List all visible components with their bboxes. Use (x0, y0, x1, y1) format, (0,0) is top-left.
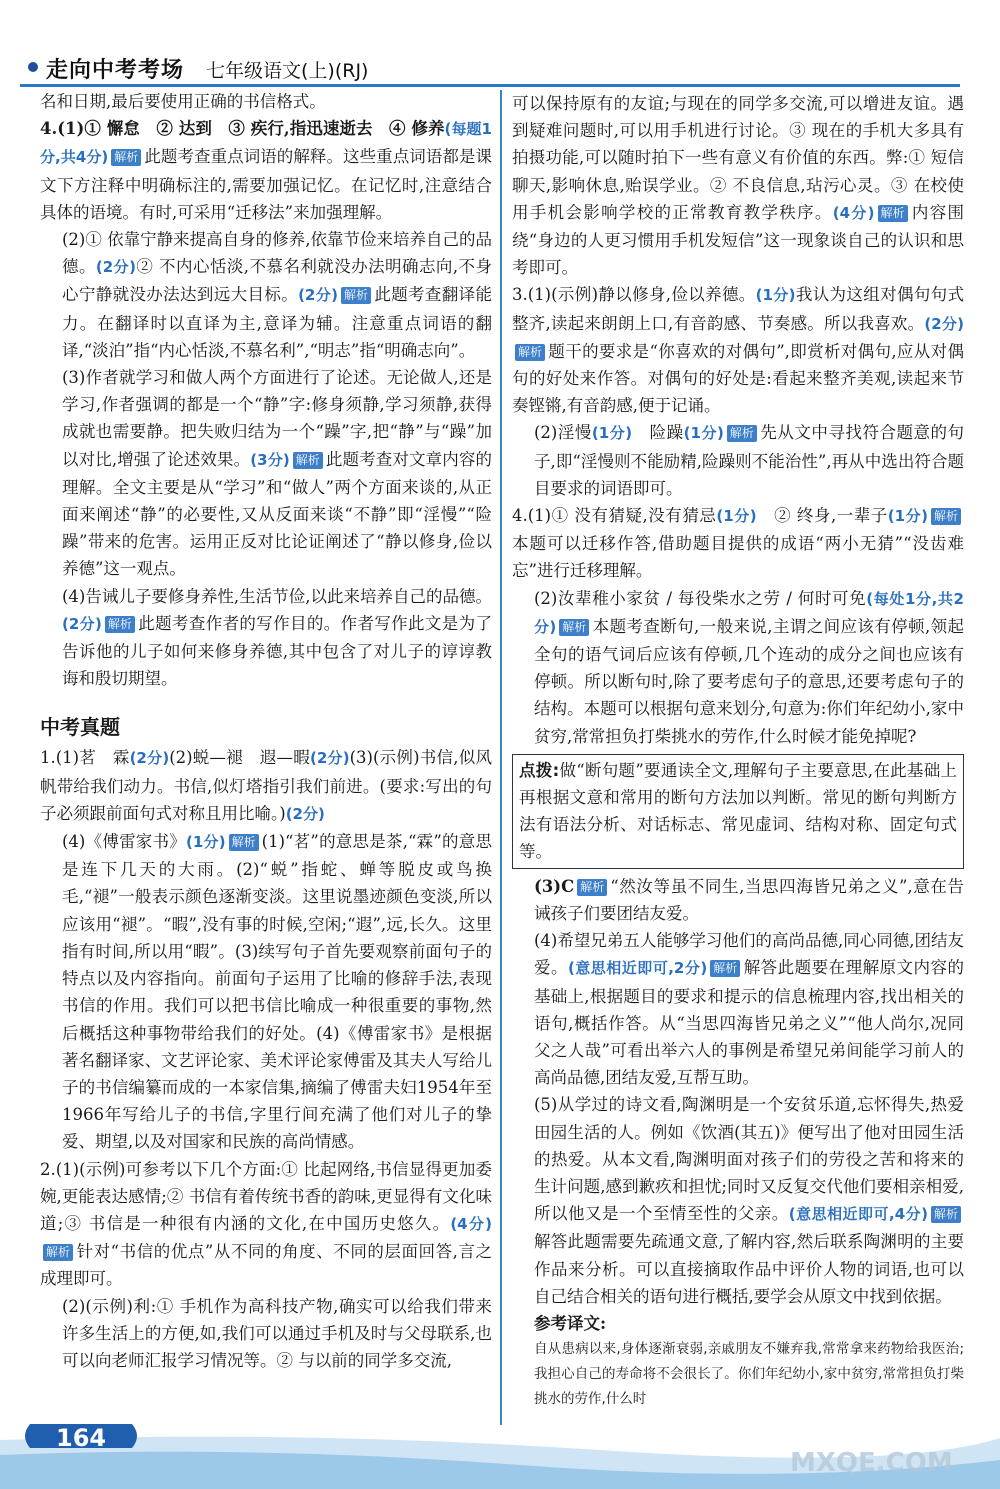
answer-item (40, 744, 492, 828)
tip-label: 点拨: (519, 760, 560, 780)
score: (2分) (62, 614, 102, 633)
score: (2分) (298, 286, 338, 305)
score: (每题1分,共4分) (40, 120, 492, 167)
answer-item (512, 502, 964, 585)
analysis-text: “然汝等虽不同生,当思四海皆兄弟之义”,意在告诫孩子们要团结友爱。 (534, 876, 964, 923)
analysis-text: 先从文中寻找符合题意的句子,即“淫慢则不能励精,险躁则不能治性”,再从中选出符合题目要求的词语即可。 (534, 423, 965, 498)
analysis-tag: 解析 (111, 149, 141, 166)
answer-item (40, 1156, 492, 1293)
answer-text: (5)从学过的诗文看,陶渊明是一个安贫乐道,忘怀得失,热爱田园生活的人。例如《饮酒(其五)》便写出了他对田园生活的热爱。从本文看,陶渊明面对孩子们的劳役之苦和将来的生计问题,感到歉疚和担忧;同时又反复交代他们要相亲相爱,所以他又是一个至情至性的父亲。 (534, 1095, 964, 1224)
analysis-tag: 解析 (43, 1244, 73, 1261)
analysis-text: 本题可以迁移作答,借助题目提供的成语“两小无猜”“没齿难忘”进行迁移理解。 (512, 534, 964, 581)
answer-item (40, 226, 492, 364)
answer-text: 2.(1)(示例)可参考以下几个方面:① 比起网络,书信显得更加委婉,更能表达感情;② 书信有着传统书香的韵味,更显得有文化味道;③ 书信是一种很有内涵的文化,在中国历史悠久。 (40, 1159, 492, 1233)
bullet-dot-icon (28, 62, 38, 72)
answer-text: 可以保持原有的友谊;与现在的同学多交流,可以增进友谊。遇到疑难问题时,可以用手机进行讨论。③ 现在的手机大多具有拍摄功能,可以随时拍下一些有意义有价值的东西。弊:① 短信聊天,影响休息,贻误学业。② 不良信息,玷污心灵。③ 在校使用手机会影响学校的正常教育教学秩序。 (512, 94, 964, 222)
answer-item (40, 364, 492, 583)
analysis-tag: 解析 (341, 287, 371, 304)
answer-text: (2)(示例)利:① 手机作为高科技产物,确实可以给我们带来许多生活上的方便,如,我们可以通过手机及时与父母联系,也可以向老师汇报学习情况等。② 与以前的同学多交流, (62, 1296, 492, 1370)
reference-label (512, 1310, 964, 1337)
page-number: 164 (56, 1424, 107, 1452)
answer-text: ② 不内心恬淡,不慕名利就没办法明确志向,不身心宁静就没办法达到远大目标。 (62, 257, 492, 305)
score: (4分) (450, 1214, 492, 1233)
answer-text: (3)作者就学习和做人两个方面进行了论述。无论做人,还是学习,作者强调的都是一个“静”字:修身须静,学习须静,获得成就也需要静。把失败归结为一个“躁”字,把“静”与“躁”加以对比,增强了论述效果。 (62, 368, 492, 469)
page-header (0, 0, 1000, 90)
answer-item (512, 419, 964, 502)
analysis-text: 针对“书信的优点”从不同的角度、不同的层面回答,言之成理即可。 (40, 1242, 492, 1289)
answer-text: (4)告诫儿子要修身养性,生活节俭,以此来培养自己的品德。 (62, 586, 492, 606)
analysis-text: 解答此题需要先疏通文意,了解内容,然后联系陶渊明的主要作品来分析。可以直接摘取作品中评价人物的词语,也可以自己结合相关的语句进行概括,要学会从原文中找到依据。 (534, 1232, 964, 1306)
answer-text: (2)① 依靠宁静来提高自身的修养,依靠节俭来培养自己的品德。 (62, 230, 492, 277)
section-title: 中考真题 (40, 715, 120, 740)
answer-text: (2)蜕—褪 遐—暇 (169, 748, 310, 768)
score: (2分) (129, 749, 170, 768)
analysis-text: 解答此题要在理解原文内容的基础上,根据题目的要求和提示的信息梳理内容,找出相关的语句,概括作答。从“当思四海皆兄弟之义”“他人尚尔,况同父之人哉”可看出举六人的事例是希望兄弟间能学习前人的高尚品德,团结友爱,互帮互助。 (534, 958, 964, 1088)
analysis-text: 此题考查翻译能力。在翻译时以直译为主,意译为辅。注意重点词语的翻译,“淡泊”指“内心恬淡,不慕名利”,“明志”指“明确志向”。 (62, 285, 493, 360)
score: (2分) (95, 258, 136, 277)
analysis-tag: 解析 (577, 879, 607, 896)
score: (意思相近即可,4分) (788, 1205, 928, 1224)
score: (2分) (309, 749, 350, 768)
answer-text: (2)淫慢 (534, 423, 592, 443)
analysis-tag: 解析 (105, 616, 135, 633)
answer-item (512, 90, 964, 281)
reference-translation: 自从患病以来,身体逐渐衰弱,亲戚朋友不嫌弃我,常常拿来药物给我医治;我担心自己的寿命将不会很长了。你们年纪幼小,家中贫穷,常常担负打柴挑水的劳作,什么时 (534, 1341, 964, 1408)
analysis-text: (1)“茗”的意思是茶,“霖”的意思是连下几天的大雨。(2)“蜕”指蛇、蝉等脱皮或鸟换毛,“褪”一般表示颜色逐渐变淡。这里说墨迹颜色变淡,所以应该用“褪”。“暇”,没有事的时候,空闲;“遐”,远,长久。这里指有时间,所以用“暇”。(3)续写句子首先要观察前面句子的特点以及内容指向。前面句子运用了比喻的修辞手法,表现书信的作用。我们可以把书信比喻成一种很重要的事物,然后概括这种事物带给我们的好处。(4)《傅雷家书》是根据著名翻译家、文艺评论家、美术评论家傅雷及其夫人写给儿子的书信编纂而成的一本家信集,摘编了傅雷夫妇1954年至1966年写给儿子的书信,字里行间充满了他们对儿子的挚爱、期望,以及对国家和民族的高尚情感。 (62, 832, 493, 1152)
analysis-tag: 解析 (559, 619, 589, 636)
answer-item (512, 873, 964, 927)
answer-item (512, 927, 964, 1091)
analysis-tag: 解析 (229, 834, 259, 851)
answer-item (40, 828, 492, 1155)
answer-text: 险躁 (649, 423, 684, 443)
grade-subject: 七年级语文(上)(RJ) (206, 60, 369, 82)
answer-item (512, 281, 964, 419)
tip-text: 做“断句题”要通读全文,理解句子主要意思,在此基础上再根据文意和常用的断句方法加以判断。常见的断句判断方法有语法分析、对话标志、常见虚词、结构对称、固定句式等。 (519, 760, 957, 862)
score: (1分) (186, 833, 226, 852)
analysis-tag: 解析 (931, 508, 961, 525)
answer-text: (2)汝辈稚小家贫 / 每役柴水之劳 / 何时可免 (534, 588, 867, 608)
answer-text: (3)C (534, 876, 575, 896)
answer-item (40, 115, 492, 226)
score: (2分) (285, 804, 325, 823)
answer-text: ② 终身,一辈子 (774, 506, 888, 526)
analysis-text: 内容围绕“身边的人更习惯用手机发短信”这一现象谈自己的认识和思考即可。 (512, 202, 965, 278)
score: (2分) (924, 314, 964, 333)
analysis-text: 此题考查对文章内容的理解。全文主要是从“学习”和“做人”两个方面来谈的,从正面来阐述“静”的必要性,又从反面来谈“不静”即“淫慢”“险躁”带来的危害。运用正反对比论证阐述了“静以修身,俭以养德”这一观点。 (62, 449, 493, 579)
score: (意思相近即可,2分) (567, 959, 708, 978)
book-brand: 走向中考考场 (46, 58, 185, 83)
answer-item (512, 585, 964, 750)
score: (1分) (683, 424, 724, 443)
watermark: MXQE.COM (790, 1448, 953, 1478)
column-divider (500, 90, 502, 1425)
answer-text: (4)希望兄弟五人能够学习他们的高尚品德,同心同德,团结友爱。 (534, 931, 964, 978)
analysis-text: 此题考查作者的写作目的。作者写作此文是为了告诉他的儿子如何来修身养德,其中包含了对儿子的谆谆教诲和殷切期望。 (62, 613, 492, 689)
analysis-tag: 解析 (931, 1206, 961, 1223)
answer-text: 4.(1)① 没有猜疑,没有猜忌 (512, 506, 717, 526)
score: (每处1分,共2分) (534, 589, 964, 636)
analysis-tag: 解析 (878, 205, 908, 222)
analysis-tag: 解析 (727, 425, 757, 442)
answer-text: (4)《傅雷家书》 (62, 832, 186, 852)
score: (1分) (716, 507, 757, 526)
answer-item (512, 1091, 964, 1310)
score: (1分) (755, 286, 796, 305)
answer-text: 我认为这组对偶句句式整齐,读起来朗朗上口,有音韵感、节奏感。所以我喜欢。 (512, 285, 965, 333)
answer-text: 1.(1)茗 霖 (40, 748, 130, 768)
answer-item (40, 583, 492, 693)
analysis-tag: 解析 (293, 452, 323, 469)
answer-text: (3)(示例)书信,似风帆带给我们动力。书信,似灯塔指引我们前进。(要求:写出的句子必须跟前面句式对称且用比喻。) (40, 748, 492, 823)
analysis-text: 本题考查断句,一般来说,主谓之间应该有停顿,领起全句的语气词后应该有停顿,几个连动的成分之间也应该有停顿。所以断句时,除了要考虑句子的意思,还要考虑句子的结构。本题可以根据句意来划分,句意为:你们年纪幼小,家中贫穷,常常担负打柴挑水的劳作,什么时候才能免掉呢? (534, 616, 964, 746)
score: (3分) (250, 450, 290, 469)
analysis-tag: 解析 (515, 344, 545, 361)
answer-text: 名和日期,最后要使用正确的书信格式。 (40, 92, 326, 111)
analysis-text: 题干的要求是“你喜欢的对偶句”,即赏析对偶句,应从对偶句的好处来作答。对偶句的好处是:看起来整齐美观,读起来节奏铿锵,有音韵感,便于记诵。 (512, 341, 964, 416)
score: (4分) (832, 203, 875, 222)
header-rule (20, 84, 960, 87)
analysis-text: 此题考查重点词语的解释。这些重点词语都是课文下方注释中明确标注的,需要加强记忆。在记忆时,注意结合具体的语境。有时,可采用“迁移法”来加强理解。 (40, 147, 492, 222)
score: (1分) (887, 507, 928, 526)
answer-text: 3.(1)(示例)静以修身,俭以养德。 (512, 285, 756, 305)
tip-box (512, 754, 964, 869)
reference-title: 参考译文: (534, 1313, 607, 1333)
score: (1分) (591, 424, 633, 443)
analysis-tag: 解析 (710, 960, 740, 977)
answer-text: 4.(1)① 懈怠 ② 达到 ③ 疾行,指迅速逝去 ④ 修养 (40, 119, 445, 139)
right-column (512, 90, 964, 1412)
left-column (40, 88, 492, 1374)
